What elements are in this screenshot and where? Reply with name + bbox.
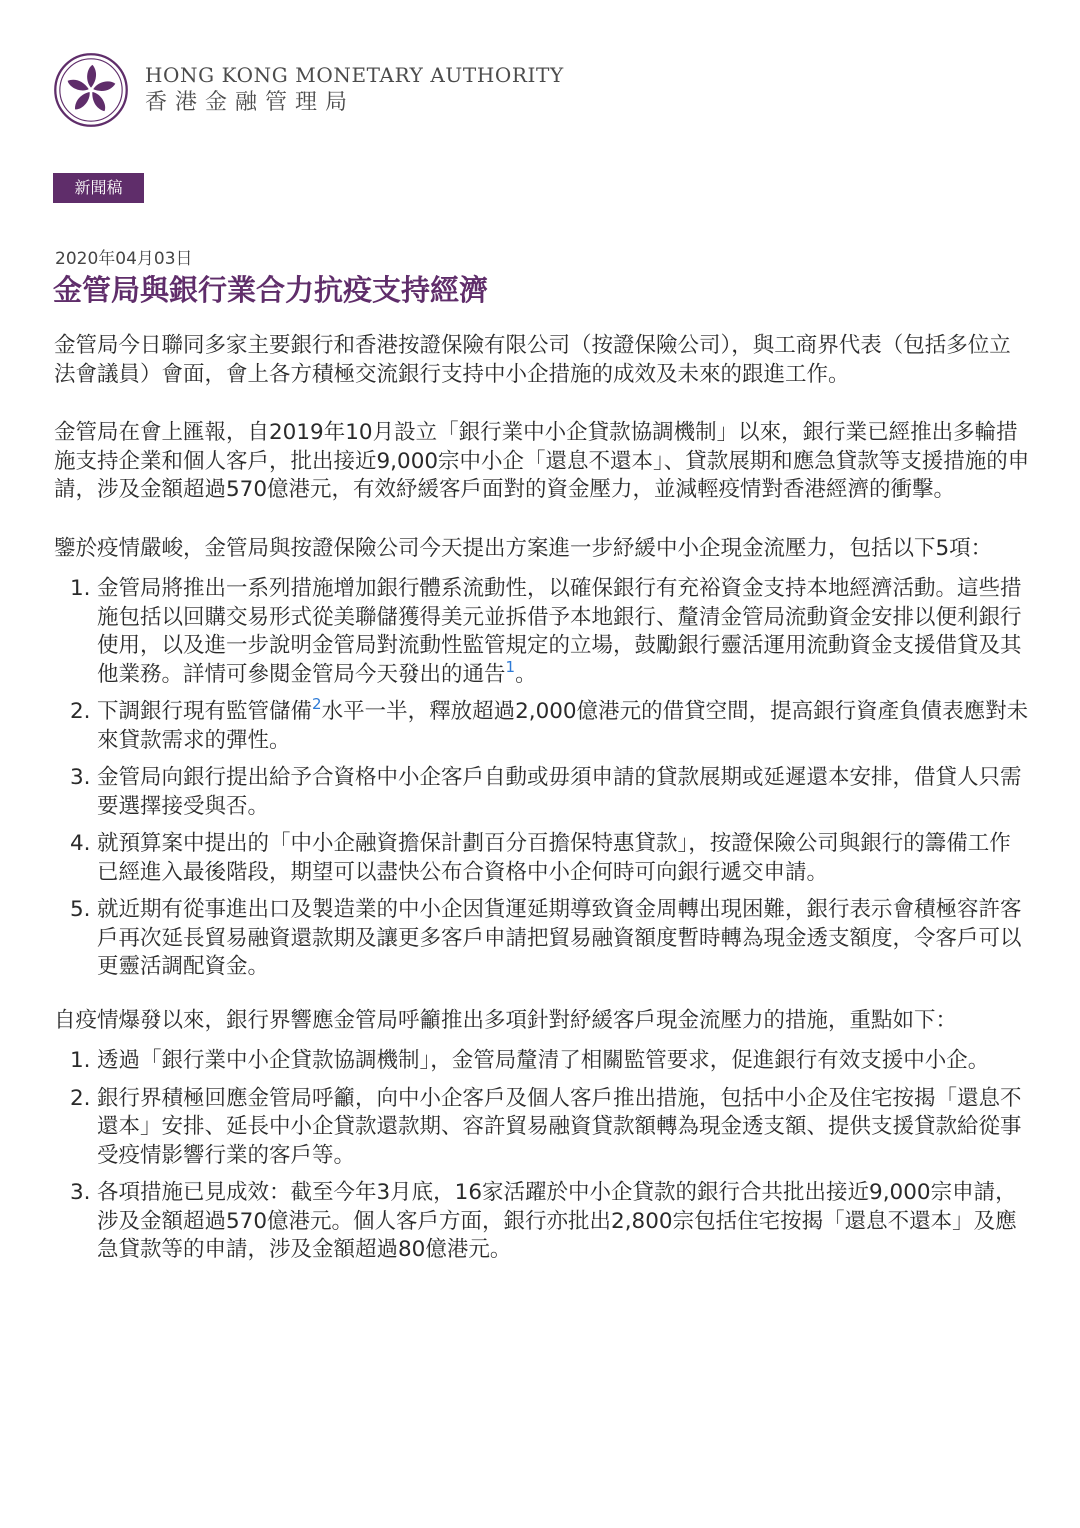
list-item — [54, 1085, 1032, 1171]
list-text-after: 。 — [515, 661, 537, 687]
list-item — [54, 575, 1032, 689]
release-date: 2020年04月03日 — [55, 249, 193, 269]
list-text: 銀行界積極回應金管局呼籲，向中小企客戶及個人客戶推出措施，包括中小企及住宅按揭「還息不還本」安排、延長中小企貸款還款期、容許貿易融資貸款額轉為現金透支額、提供支援貸款給從事受疫情影響行業的客戶等。 — [97, 1085, 1022, 1168]
list-number: 3. — [70, 1180, 91, 1205]
list-number: 1. — [70, 576, 91, 601]
list-item — [54, 764, 1032, 821]
list-text: 就近期有從事進出口及製造業的中小企因貨運延期導致資金周轉出現困難，銀行表示會積極容許客戶再次延長貿易融資還款期及讓更多客戶申請把貿易融資額度暫時轉為現金透支額度，令客戶可以更靈活調配資金。 — [97, 897, 1022, 979]
paragraph-bank-response: 自疫情爆發以來，銀行界響應金管局呼籲推出多項針對紓緩客戶現金流壓力的措施，重點如下： — [54, 1007, 958, 1033]
press-release-tag: 新聞稿 — [53, 173, 144, 203]
list-text: 金管局將推出一系列措施增加銀行體系流動性，以確保銀行有充裕資金支持本地經濟活動。這些措施包括以回購交易形式從美聯儲獲得美元並拆借予本地銀行、釐清金管局流動資金安排以便利銀行使用，以及進一步說明金管局對流動性監管規定的立場，鼓勵銀行靈活運用流動資金支援借貸及其他業務。詳情可參閱金管局今天發出的通告 — [97, 576, 1022, 687]
article-body — [54, 332, 1032, 1274]
list-text: 各項措施已見成效：截至今年3月底，16家活躍於中小企貸款的銀行合共批出接近9,000宗申請，涉及金額超過570億港元。個人客戶方面，銀行亦批出2,800宗包括住宅按揭「還息不還本」及應急貸款等的申請，涉及金額超過80億港元。 — [97, 1180, 1017, 1262]
paragraph-report: 金管局在會上匯報，自2019年10月設立「銀行業中小企貸款協調機制」以來，銀行業已經推出多輪措施支持企業和個人客戶，批出接近9,000宗中小企「還息不還本」、貸款展期和應急貸款等支援措施的申請，涉及金額超過570億港元，有效紓緩客戶面對的資金壓力，並減輕疫情對香港經濟的衝擊。 — [54, 420, 1030, 502]
list-number: 3. — [70, 765, 91, 790]
org-name — [145, 62, 564, 118]
list-text: 金管局向銀行提出給予合資格中小企客戶自動或毋須申請的貸款展期或延遲還本安排，借貸人只需要選擇接受與否。 — [97, 765, 1022, 819]
paragraph-measures-intro: 鑒於疫情嚴峻，金管局與按證保險公司今天提出方案進一步紓緩中小企現金流壓力，包括以下5項： — [54, 535, 993, 561]
bauhinia-logo-icon — [53, 52, 129, 128]
page-title: 金管局與銀行業合力抗疫支持經濟 — [53, 273, 489, 307]
list-item — [54, 830, 1032, 887]
header — [53, 50, 564, 130]
list-number: 1. — [70, 1048, 91, 1073]
list-item — [54, 1179, 1032, 1265]
list-text: 透過「銀行業中小企貸款協調機制」，金管局釐清了相關監管要求，促進銀行有效支援中小企。 — [97, 1048, 990, 1073]
list-item — [54, 1047, 1032, 1076]
footnote-link-2[interactable]: 2 — [312, 695, 322, 713]
measures-list — [54, 575, 1032, 982]
list-number: 2. — [70, 1085, 91, 1111]
list-number: 4. — [70, 831, 91, 856]
list-item — [54, 695, 1032, 755]
bank-measures-list — [54, 1047, 1032, 1265]
list-text: 就預算案中提出的「中小企融資擔保計劃百分百擔保特惠貸款」，按證保險公司與銀行的籌備工作已經進入最後階段，期望可以盡快公布合資格中小企何時可向銀行遞交申請。 — [97, 831, 1011, 885]
list-item — [54, 896, 1032, 982]
footnote-link-1[interactable]: 1 — [505, 657, 516, 676]
list-number: 5. — [70, 897, 91, 922]
list-text: 下調銀行現有監管儲備 — [97, 699, 313, 724]
paragraph-intro: 金管局今日聯同多家主要銀行和香港按證保險有限公司（按證保險公司），與工商界代表（包括多位立法會議員）會面，會上各方積極交流銀行支持中小企措施的成效及未來的跟進工作。 — [54, 333, 1011, 387]
list-text-after: 水平一半，釋放超過2,000億港元的借貸空間，提高銀行資產負債表應對未來貸款需求的彈性。 — [97, 699, 1029, 753]
org-name-zh: 香港金融管理局 — [145, 90, 356, 115]
list-number: 2. — [70, 699, 91, 724]
org-name-en: HONG KONG MONETARY AUTHORITY — [145, 63, 564, 87]
